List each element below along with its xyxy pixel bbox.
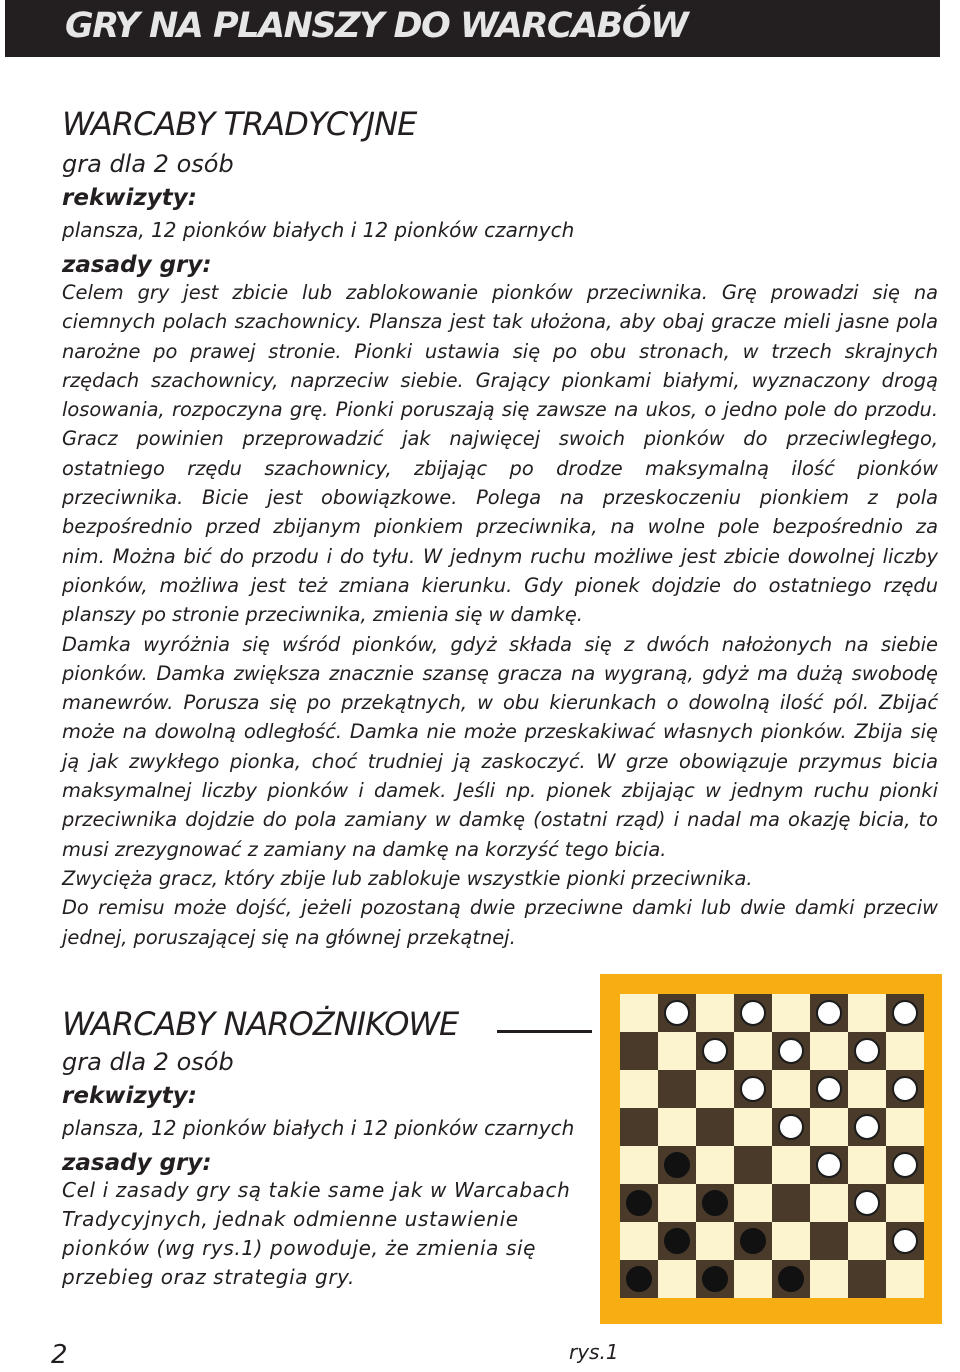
white-piece bbox=[816, 1000, 842, 1026]
section-traditional-checkers bbox=[62, 104, 574, 282]
rules1-line: manewrów. Porusza się po przekątnych, w obu kierunkach o dowolną ilość pól. Zbijać bbox=[62, 691, 938, 715]
section1-equipment: plansza, 12 pionków białych i 12 pionków czarnych bbox=[62, 218, 575, 242]
board-square bbox=[734, 1260, 772, 1298]
board-square bbox=[810, 1146, 848, 1184]
section2-rules-text bbox=[62, 1176, 572, 1292]
rules1-line: przeciwnika. Bicie jest obowiązkowe. Polega na przeskoczeniu pionkiem z pola bbox=[62, 486, 938, 510]
checkerboard bbox=[620, 994, 924, 1298]
board-square bbox=[886, 1222, 924, 1260]
rules1-line: ostatniego rzędu szachownicy, zbijając po drodze maksymalną ilość pionków bbox=[62, 456, 938, 480]
board-square bbox=[848, 1032, 886, 1070]
section2-players: gra dla 2 osób bbox=[62, 1048, 234, 1076]
rules1-line: Damka wyróżnia się wśród pionków, gdyż składa się z dwóch nałożonych na siebie bbox=[62, 632, 938, 656]
board-square bbox=[620, 1108, 658, 1146]
white-piece bbox=[854, 1038, 880, 1064]
board-square bbox=[734, 1108, 772, 1146]
section1-rules-text bbox=[62, 278, 938, 952]
board-square bbox=[810, 994, 848, 1032]
rules2-line: Tradycyjnych, jednak odmienne ustawienie bbox=[62, 1207, 519, 1231]
white-piece bbox=[854, 1190, 880, 1216]
rules1-line: bezpośrednio przed zbijanym pionkiem przeciwnika, na wolne pole bezpośrednio za bbox=[62, 515, 938, 539]
board-square bbox=[886, 1108, 924, 1146]
white-piece bbox=[778, 1038, 804, 1064]
black-piece bbox=[626, 1190, 652, 1216]
board-square bbox=[810, 1032, 848, 1070]
board-square bbox=[886, 994, 924, 1032]
board-square bbox=[886, 1146, 924, 1184]
rules1-line: pionków, możliwa jest też zmiana kierunku. Gdy pionek dojdzie do ostatniego rzędu bbox=[62, 573, 938, 597]
rules1-line: musi zrezygnować z zamiany na damkę na korzyść tego bicia. bbox=[62, 837, 667, 861]
board-square bbox=[620, 1032, 658, 1070]
board-square bbox=[772, 1260, 810, 1298]
board-square bbox=[696, 1146, 734, 1184]
board-square bbox=[658, 994, 696, 1032]
white-piece bbox=[778, 1114, 804, 1140]
board-square bbox=[620, 1146, 658, 1184]
board-square bbox=[734, 1070, 772, 1108]
board-square bbox=[810, 1070, 848, 1108]
white-piece bbox=[854, 1114, 880, 1140]
white-piece bbox=[816, 1152, 842, 1178]
board-square bbox=[810, 1222, 848, 1260]
board-square bbox=[772, 1070, 810, 1108]
board-square bbox=[658, 1260, 696, 1298]
board-square bbox=[848, 1108, 886, 1146]
rules1-line: losowania, rozpoczyna grę. Pionki poruszają się zawsze na ukos, o jedno pole do przodu. bbox=[62, 398, 938, 422]
white-piece bbox=[892, 1152, 918, 1178]
board-square bbox=[734, 994, 772, 1032]
rules1-line: narożne po prawej stronie. Pionki ustawia się po obu stronach, w trzech skrajnych bbox=[62, 339, 938, 363]
rules1-line: ją jak zwykłego pionka, choć trudniej ją zaskoczyć. W grze obowiązuje przymus bicia bbox=[62, 749, 938, 773]
board-square bbox=[886, 1260, 924, 1298]
connector-line bbox=[497, 1030, 592, 1033]
checkerboard-figure bbox=[600, 974, 942, 1324]
board-square bbox=[696, 1260, 734, 1298]
board-square bbox=[696, 1070, 734, 1108]
board-square bbox=[696, 1222, 734, 1260]
rules1-line: Do remisu może dojść, jeżeli pozostaną dwie przeciwne damki lub dwie damki przeciw bbox=[62, 896, 938, 920]
board-square bbox=[886, 1184, 924, 1222]
white-piece bbox=[816, 1076, 842, 1102]
board-square bbox=[658, 1070, 696, 1108]
board-square bbox=[734, 1184, 772, 1222]
board-square bbox=[658, 1146, 696, 1184]
board-square bbox=[772, 1146, 810, 1184]
rules1-line: Zwycięża gracz, który zbije lub zablokuje wszystkie pionki przeciwnika. bbox=[62, 866, 753, 890]
rules2-line: Cel i zasady gry są takie same jak w Warcabach bbox=[62, 1178, 571, 1202]
board-square bbox=[886, 1070, 924, 1108]
board-square bbox=[886, 1032, 924, 1070]
board-square bbox=[848, 1146, 886, 1184]
rules1-line: Celem gry jest zbicie lub zablokowanie pionków przeciwnika. Grę prowadzi się na bbox=[62, 281, 938, 304]
board-square bbox=[620, 1184, 658, 1222]
board-square bbox=[696, 1184, 734, 1222]
rules1-line: pionków. Damka zwiększa znacznie szansę gracza na wygraną, gdyż ma dużą swobodę bbox=[62, 661, 938, 685]
white-piece bbox=[892, 1000, 918, 1026]
section2-equipment-label: rekwizyty: bbox=[62, 1083, 197, 1109]
rules2-line: przebieg oraz strategia gry. bbox=[62, 1265, 356, 1289]
rules1-line: ciemnych polach szachownicy. Plansza jest tak ułożona, aby obaj gracze mieli jasne pola bbox=[62, 310, 938, 334]
figure-caption: rys.1 bbox=[569, 1340, 619, 1364]
rules1-line: planszy po stronie przeciwnika, zmienia się w damkę. bbox=[62, 603, 583, 627]
board-square bbox=[620, 1222, 658, 1260]
board-square bbox=[734, 1032, 772, 1070]
black-piece bbox=[778, 1266, 804, 1292]
section1-equipment-label: rekwizyty: bbox=[62, 185, 197, 211]
rules1-line: jednej, poruszającej się na głównej przekątnej. bbox=[62, 925, 516, 949]
board-square bbox=[848, 1184, 886, 1222]
board-square bbox=[734, 1146, 772, 1184]
section1-rules-label: zasady gry: bbox=[62, 252, 212, 278]
board-square bbox=[772, 1108, 810, 1146]
rules1-line: przeciwnika dojdzie do pola zamiany w damkę (ostatni rząd) i nadal ma okazję bicia, to bbox=[62, 808, 938, 832]
board-square bbox=[848, 1260, 886, 1298]
board-square bbox=[620, 1260, 658, 1298]
board-square bbox=[734, 1222, 772, 1260]
page-number: 2 bbox=[51, 1340, 68, 1370]
white-piece bbox=[892, 1076, 918, 1102]
white-piece bbox=[702, 1038, 728, 1064]
board-square bbox=[658, 1108, 696, 1146]
rules1-line: nim. Można bić do przodu i do tyłu. W jednym ruchu możliwe jest zbicie dowolnej liczby bbox=[62, 544, 938, 568]
board-square bbox=[810, 1260, 848, 1298]
board-square bbox=[696, 1108, 734, 1146]
board-square bbox=[848, 1070, 886, 1108]
white-piece bbox=[740, 1000, 766, 1026]
board-square bbox=[772, 994, 810, 1032]
board-square bbox=[772, 1032, 810, 1070]
board-square bbox=[772, 1222, 810, 1260]
section1-title: WARCABY TRADYCYJNE bbox=[62, 105, 417, 143]
board-square bbox=[810, 1108, 848, 1146]
section2-equipment: plansza, 12 pionków białych i 12 pionków czarnych bbox=[62, 1116, 575, 1140]
section1-players: gra dla 2 osób bbox=[62, 150, 234, 178]
rules2-line: pionków (wg rys.1) powoduje, że zmienia się bbox=[62, 1236, 537, 1260]
board-square bbox=[658, 1032, 696, 1070]
black-piece bbox=[740, 1228, 766, 1254]
white-piece bbox=[892, 1228, 918, 1254]
page-header-title: GRY NA PLANSZY DO WARCABÓW bbox=[65, 6, 688, 46]
board-square bbox=[620, 994, 658, 1032]
board-square bbox=[810, 1184, 848, 1222]
black-piece bbox=[702, 1266, 728, 1292]
white-piece bbox=[664, 1000, 690, 1026]
rules1-line: rzędach szachownicy, naprzeciw siebie. Grający pionkami białymi, wyznaczony drogą bbox=[62, 368, 938, 392]
board-square bbox=[696, 994, 734, 1032]
board-square bbox=[848, 1222, 886, 1260]
black-piece bbox=[626, 1266, 652, 1292]
header-bar bbox=[5, 0, 940, 57]
black-piece bbox=[664, 1228, 690, 1254]
white-piece bbox=[740, 1076, 766, 1102]
rules1-line: maksymalnej liczby pionków i damek. Jeśli np. pionek zbijając w jednym ruchu pionki bbox=[62, 779, 938, 803]
board-square bbox=[848, 994, 886, 1032]
black-piece bbox=[664, 1152, 690, 1178]
board-square bbox=[658, 1222, 696, 1260]
board-square bbox=[772, 1184, 810, 1222]
rules1-line: Gracz powinien przeprowadzić jak najwięcej swoich pionków do przeciwległego, bbox=[62, 427, 938, 451]
board-square bbox=[620, 1070, 658, 1108]
board-square bbox=[696, 1032, 734, 1070]
section2-title: WARCABY NAROŻNIKOWE bbox=[62, 1005, 459, 1043]
rules1-line: może na dowolną odległość. Damka nie może przeskakiwać własnych pionków. Zbija się bbox=[62, 720, 938, 744]
board-square bbox=[658, 1184, 696, 1222]
section2-rules-label: zasady gry: bbox=[62, 1150, 212, 1176]
black-piece bbox=[702, 1190, 728, 1216]
